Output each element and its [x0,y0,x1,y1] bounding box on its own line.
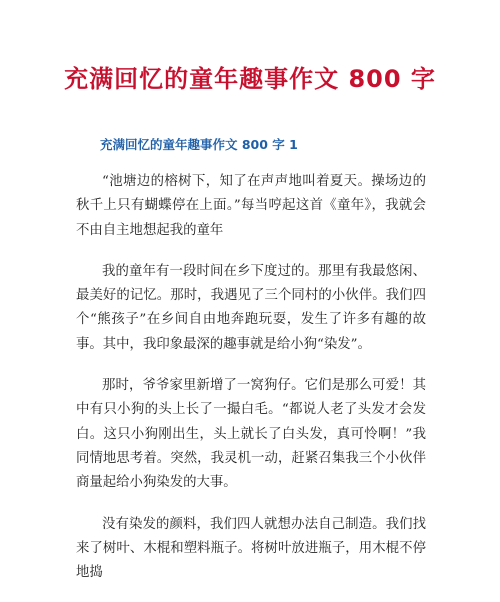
section-heading: 充满回忆的童年趣事作文 800 字 1 [100,137,298,152]
paragraph: 那时，爷爷家里新增了一窝狗仔。它们是那么可爱！其中有只小狗的头上长了一撮白毛。“都说人老了头发才会发白。这只小狗刚出生，头上就长了白头发，真可怜啊！”我同情地思考着。突然，我灵机一动，赶紧召集我三个小伙伴商量起给小狗染发的大事。 [76,378,426,491]
paragraph: 没有染发的颜料，我们四人就想办法自己制造。我们找来了树叶、木棍和塑料瓶子。将树叶放进瓶子，用木棍不停地捣 [76,516,426,581]
essay-body [76,170,426,602]
paragraph: “池塘边的榕树下，知了在声声地叫着夏天。操场边的秋千上只有蝴蝶停在上面。”每当哼起这首《童年》，我就会不由自主地想起我的童年 [76,174,426,238]
page-title: 充满回忆的童年趣事作文 800 字 [64,65,436,93]
paragraph: 我的童年有一段时间在乡下度过的。那里有我最悠闲、最美好的记忆。那时，我遇见了三个同村的小伙伴。我们四个“熊孩子”在乡间自由地奔跑玩耍，发生了许多有趣的故事。其中，我印象最深的趣事就是给小狗“染发”。 [76,263,426,352]
